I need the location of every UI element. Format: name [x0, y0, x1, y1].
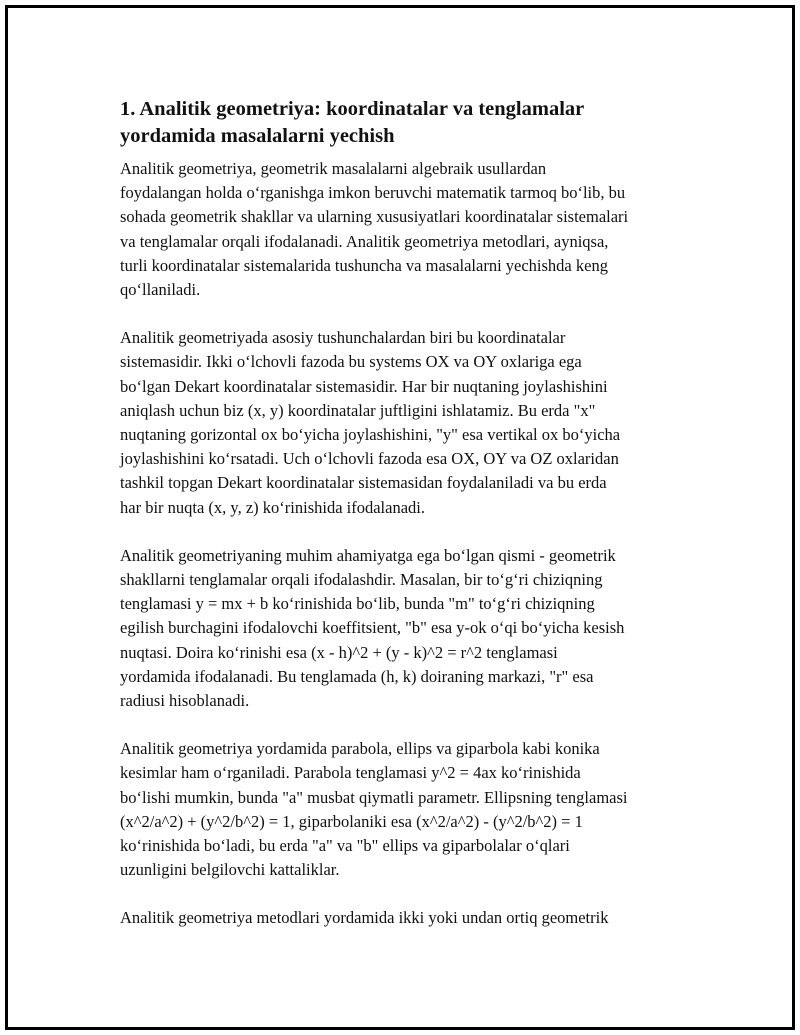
text-line: uzunligini belgilovchi kattaliklar. — [120, 860, 340, 880]
document-page — [5, 5, 795, 1030]
text-line: nuqtasi. Doira koʻrinishi esa (x - h)^2 + (y - k)^2 = r^2 tenglamasi — [120, 642, 558, 662]
title-line: yordamida masalalarni yechish — [120, 125, 395, 147]
text-line: har bir nuqta (x, y, z) koʻrinishida ifodalanadi. — [120, 497, 426, 517]
text-line: koʻrinishida boʻladi, bu erda "a" va "b" ellips va giparbolalar oʻqlari — [120, 836, 570, 856]
text-line: sistemasidir. Ikki oʻlchovli fazoda bu systems OX va OY oxlariga ega — [120, 352, 582, 372]
text-line: nuqtaning gorizontal ox boʻyicha joylashishini, "y" esa vertikal ox boʻyicha — [120, 425, 621, 445]
text-line: Analitik geometriya metodlari yordamida ikki yoki undan ortiq geometrik — [120, 908, 609, 928]
text-line: kesimlar ham oʻrganiladi. Parabola tenglamasi y^2 = 4ax koʻrinishida — [120, 763, 581, 783]
paragraph-intro — [120, 157, 700, 302]
text-line: boʻlishi mumkin, bunda "a" musbat qiymatli parametr. Ellipsning tenglamasi — [120, 787, 628, 807]
text-line: tashkil topgan Dekart koordinatalar sistemasidan foydalaniladi va bu erda — [120, 473, 607, 493]
paragraph-methods — [120, 906, 700, 930]
text-line: qoʻllaniladi. — [120, 280, 201, 300]
title-line: 1. Analitik geometriya: koordinatalar va tenglamalar — [120, 98, 585, 120]
text-line: turli koordinatalar sistemalarida tushuncha va masalalarni yechishda keng — [120, 255, 608, 275]
paragraph-equations — [120, 544, 700, 713]
text-line: sohada geometrik shakllar va ularning xususiyatlari koordinatalar sistemalari — [120, 207, 629, 227]
text-line: foydalangan holda oʻrganishga imkon beruvchi matematik tarmoq boʻlib, bu — [120, 183, 626, 203]
text-line: Analitik geometriyada asosiy tushunchalardan biri bu koordinatalar — [120, 328, 566, 348]
text-line: radiusi hisoblanadi. — [120, 691, 250, 711]
text-line: (x^2/a^2) + (y^2/b^2) = 1, giparbolaniki esa (x^2/a^2) - (y^2/b^2) = 1 — [120, 811, 583, 831]
document-content — [120, 96, 700, 955]
text-line: tenglamasi y = mx + b koʻrinishida boʻlib, bunda "m" toʻgʻri chiziqning — [120, 594, 595, 614]
text-line: va tenglamalar orqali ifodalanadi. Analitik geometriya metodlari, ayniqsa, — [120, 231, 609, 251]
section-title — [120, 96, 700, 150]
text-line: Analitik geometriyaning muhim ahamiyatga ega boʻlgan qismi - geometrik — [120, 545, 616, 565]
text-line: Analitik geometriya, geometrik masalalarni algebraik usullardan — [120, 159, 547, 178]
text-line: Analitik geometriya yordamida parabola, ellips va giparbola kabi konika — [120, 739, 600, 759]
text-line: yordamida ifodalanadi. Bu tenglamada (h, k) doiraning markazi, "r" esa — [120, 666, 594, 686]
paragraph-conics — [120, 737, 700, 882]
text-line: aniqlash uchun biz (x, y) koordinatalar juftligini ishlatamiz. Bu erda "x" — [120, 400, 596, 420]
text-line: egilish burchagini ifodalovchi koeffitsient, "b" esa y-ok oʻqi boʻyicha kesish — [120, 618, 625, 638]
text-line: joylashishini koʻrsatadi. Uch oʻlchovli fazoda esa OX, OY va OZ oxlaridan — [120, 449, 619, 469]
text-line: boʻlgan Dekart koordinatalar sistemasidir. Har bir nuqtaning joylashishini — [120, 376, 608, 396]
paragraph-coordinates — [120, 326, 700, 520]
text-line: shakllarni tenglamalar orqali ifodalashdir. Masalan, bir toʻgʻri chiziqning — [120, 570, 603, 590]
